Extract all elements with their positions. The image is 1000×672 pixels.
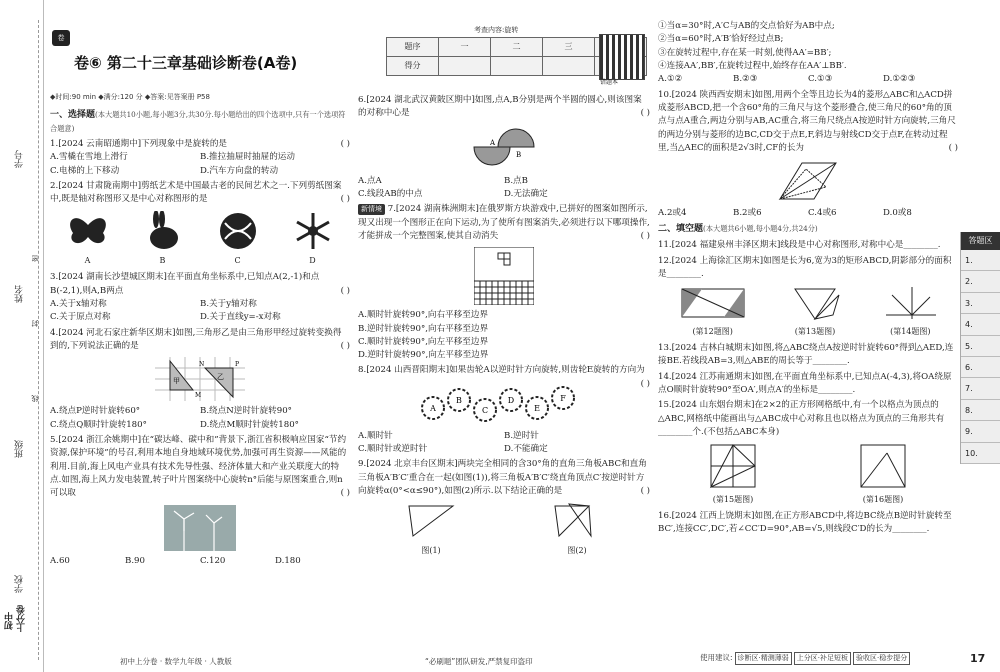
option[interactable]: C.电梯的上下移动 [50, 165, 120, 176]
question-stem: 3.[2024 湖南长沙望城区期末]在平面直角坐标系中,已知点A(2,-1)和点B(-2,1),则A,B两点 [50, 272, 320, 296]
triangle-grid-figure [155, 357, 245, 401]
score-col: 三 [543, 38, 595, 57]
rectangle-fig [678, 285, 748, 321]
column-right [658, 20, 958, 537]
fig-label: P [235, 361, 240, 369]
question-5 [50, 434, 350, 568]
cut-line [38, 20, 39, 660]
question-stem: 6.[2024 湖北武汉黄陂区期中]如图,点A,B分别是两个半圆的圆心,则该图案的对称中心是 [358, 95, 642, 119]
semicircle-figure [358, 125, 650, 171]
brand-line2: 上分卷 [17, 605, 27, 632]
gear-label: E [534, 403, 541, 413]
rhombus-figure [658, 159, 958, 203]
answer-row[interactable]: 6. [961, 357, 1000, 378]
usage-chip: 诊断区·精测薄弱 [735, 652, 792, 665]
fish-icon [215, 211, 261, 251]
figure-label: D [309, 256, 316, 266]
section-title: 一、选择题 [50, 109, 96, 120]
option[interactable]: B.绕点N逆时针旋转90° [200, 406, 292, 417]
question-stem: 4.[2024 河北石家庄新华区期末]如图,三角形乙是由三角形甲经过旋转变换得到的,下列说法正确的是 [50, 327, 342, 351]
option[interactable]: C.绕点Q顺时针旋转180° [50, 419, 147, 430]
seal-mark: 封 [31, 320, 39, 327]
name-label: 姓名 [15, 285, 25, 303]
option[interactable]: D.绕点M顺时针旋转180° [200, 419, 299, 430]
rhombus-icon [776, 159, 840, 203]
gear-label: F [560, 393, 567, 403]
triangle-fig1 [403, 502, 459, 540]
gear-label: C [482, 405, 489, 415]
statement: ③在旋转过程中,存在某一时刻,使得AA′=BB′; [658, 47, 832, 58]
school-label: 学校 [15, 575, 25, 593]
option[interactable]: A.①② [658, 74, 683, 85]
option[interactable]: B.点B [504, 175, 528, 186]
question-stem: 5.[2024 浙江余姚期中]在“碳达峰、碳中和”背景下,浙江省积极响应国家“节约资源,保护环境”的号召,利用本地自身地域环境优势,加强可再生资源——风能的利用.目前,海上风电产业具有技术先导性强、经济体量大和产业关联度大的特点.如图,海上风力发电装置,转子叶片图案绕中心旋转n°后能与原图案重合,则n可以取 [50, 434, 347, 499]
option[interactable]: C.①③ [808, 74, 833, 85]
score-cell[interactable] [543, 57, 595, 76]
answer-paren[interactable]: ( ) [340, 341, 350, 351]
answer-row[interactable]: 1. [961, 250, 1000, 271]
question-8 [358, 364, 650, 456]
column-middle [358, 92, 650, 561]
answer-row[interactable]: 8. [961, 400, 1000, 421]
option[interactable]: C.4或6 [808, 208, 837, 219]
answer-row[interactable]: 5. [961, 336, 1000, 357]
fig-label: N [199, 361, 205, 369]
option[interactable]: B.②③ [733, 74, 758, 85]
question-14: 14.[2024 江苏南通期末]如图,在平面直角坐标系中,已知点A(-4,3),将OA绕原点O顺时针旋转90°至OA′,则点A′的坐标是________. [658, 371, 952, 396]
butterfly-icon [65, 211, 111, 251]
seal-mark: 线 [31, 395, 39, 402]
gears-figure [358, 382, 641, 426]
answer-paren[interactable]: ( ) [340, 139, 350, 150]
question-13: 13.[2024 吉林白城期末]如图,将△ABC绕点A按逆时针旋转60°得到△AED,连接BE.若线段AB=3,则△ABE的周长等于________. [658, 343, 954, 367]
new-context-tag: 新情境 [358, 204, 385, 215]
q4-figure [50, 357, 350, 401]
option[interactable]: D.汽车方向盘的转动 [200, 165, 279, 176]
snowflake-icon [290, 211, 336, 251]
question-12: 12.[2024 上海徐汇区期末]如图是长为6,宽为3的矩形ABCD,阴影部分的面积是________. [658, 255, 952, 279]
option[interactable]: A.60 [50, 555, 70, 566]
answer-paren[interactable]: ( ) [640, 230, 650, 241]
page-title: 卷⑥ 第二十三章基础诊断卷(A卷) [74, 54, 298, 72]
option[interactable]: D.0或8 [883, 208, 912, 219]
option[interactable]: A.雪橇在雪地上滑行 [50, 152, 128, 163]
fill-figures-row1 [658, 285, 958, 338]
badge: 卷 [52, 30, 70, 46]
score-cell[interactable] [439, 57, 491, 76]
section-title: 二、填空题 [658, 224, 704, 235]
answer-paren[interactable]: ( ) [340, 488, 350, 499]
usage-hint [700, 652, 910, 665]
option[interactable]: A.点A [358, 175, 382, 186]
score-cell[interactable] [491, 57, 543, 76]
rotated-triangle-fig [787, 285, 843, 321]
figure-caption: (第12题图) [692, 326, 733, 336]
figure-caption: (第15题图) [712, 494, 754, 504]
option[interactable]: C.顺时针或逆时针 [358, 444, 428, 455]
tetris-figure [358, 247, 650, 305]
figure-caption: 图(2) [567, 545, 587, 555]
option[interactable]: D.逆时针旋转90°,向左平移至边界 [358, 350, 489, 361]
wind-turbine-icon [164, 505, 236, 551]
question-15: 15.[2024 山东烟台期末]在2×2的正方形网格纸中,有一个以格点为顶点的△ABC,网格纸中能画出与△ABC成中心对称且也以格点为顶点的三角形共有________个.(不包括△ABC本身) [658, 400, 945, 437]
score-col: 题序 [387, 38, 439, 57]
option[interactable]: C.120 [200, 555, 226, 566]
answer-paren[interactable]: ( ) [640, 108, 650, 119]
exam-header [44, 22, 650, 86]
student-id-label: 学号 [15, 150, 25, 168]
binding-strip [0, 0, 44, 672]
footer-left: 初中上分卷 · 数学九年级 · 人教版 [120, 657, 232, 666]
option[interactable]: B.关于y轴对称 [200, 299, 257, 310]
statement: ④连接AA′,BB′,在旋转过程中,始终存在AA′⊥BB′. [658, 60, 847, 71]
tetris-grid-icon [474, 247, 534, 305]
question-6 [358, 94, 650, 201]
qr-label: 错题本 [600, 79, 619, 86]
fig-label: 甲 [173, 377, 180, 386]
option[interactable]: C.关于原点对称 [50, 312, 111, 323]
question-10 [658, 89, 958, 221]
usage-chip: 上分区·补足短板 [794, 652, 851, 665]
option[interactable]: A.绕点P逆时针旋转60° [50, 406, 141, 417]
question-9 [358, 458, 650, 557]
option[interactable]: D.不能确定 [504, 444, 548, 455]
option[interactable]: D.180 [275, 555, 301, 566]
option[interactable]: B.逆时针 [504, 430, 539, 441]
footer-mid: “必刷题”团队研发,严禁复印盗印 [425, 657, 533, 666]
option[interactable]: B.推拉抽屉时抽屉的运动 [200, 152, 295, 163]
section-note: (本大题共10小题,每小题3分,共30分.每小题给出的四个选项中,只有一个选项符合题意) [50, 109, 346, 133]
option[interactable]: C.线段AB的中点 [358, 188, 423, 199]
answer-paren[interactable]: ( ) [640, 486, 650, 496]
answer-row[interactable]: 9. [961, 421, 1000, 442]
question-stem: 2.[2024 甘肃陇南期中]剪纸艺术是中国最古老的民间艺术之一.下列剪纸图案中,既是轴对称图形又是中心对称图形的是 [50, 181, 342, 205]
q9-figures [358, 502, 650, 557]
wind-turbine-photo [50, 505, 350, 551]
papercut-figures [50, 211, 350, 268]
usage-chip: 验收区·稳步提分 [853, 652, 910, 665]
usage-label: 使用建议: [700, 653, 733, 662]
option[interactable]: D.①②③ [883, 74, 916, 85]
exam-scope: 考查内容:旋转 [474, 26, 519, 34]
answer-row[interactable]: 4. [961, 314, 1000, 335]
gear-label: D [508, 395, 515, 405]
option[interactable]: C.顺时针旋转90°,向左平移至边界 [358, 336, 489, 347]
answer-row[interactable]: 7. [961, 378, 1000, 399]
answer-row[interactable]: 3. [961, 293, 1000, 314]
option[interactable]: B.逆时针旋转90°,向右平移至边界 [358, 323, 489, 334]
question-stem: 9.[2024 北京丰台区期末]两块完全相同的含30°角的直角三角板ABC和直角三角板A′B′C′重合在一起(如图(1)),将三角板A′B′C′绕直角顶点C′按逆时针方向旋转α(0°<α≤90°),如图(2)所示.以下结论正确的是 [358, 459, 647, 496]
rabbit-icon [140, 211, 186, 251]
brand-line1: 初中 [5, 612, 15, 630]
question-2 [50, 180, 350, 267]
gears-icon [419, 382, 579, 426]
answer-area-title: 答题区 [961, 232, 1000, 250]
figure-caption: 图(1) [421, 545, 441, 555]
answer-area [960, 232, 1000, 464]
fig-label: M [195, 392, 202, 400]
triangle-fig2 [549, 502, 605, 540]
option[interactable]: D.关于直线y=-x对称 [200, 312, 281, 323]
figure-caption: (第16题图) [862, 494, 904, 504]
answer-paren[interactable]: ( ) [948, 142, 958, 153]
figure-label: A [84, 256, 91, 266]
option[interactable]: A.顺时针 [358, 430, 393, 441]
figure-label: C [234, 256, 241, 266]
seal-mark: 密 [31, 255, 39, 262]
answer-row[interactable]: 2. [961, 271, 1000, 292]
figure-label: B [159, 256, 166, 266]
question-3 [50, 271, 350, 324]
question-16: 16.[2024 江西上饶期末]如图,在正方形ABCD中,将边BC绕点B逆时针旋转至BC′,连接CC′,DC′,若∠CC′D=90°,AB=√5,则线段C′D的长为________. [658, 511, 952, 535]
semicircles-icon [464, 125, 544, 171]
question-1 [50, 138, 350, 178]
question-7 [358, 203, 650, 362]
class-label: 班级 [15, 440, 25, 458]
statement: ②当α=60°时,A′B′恰好经过点B; [658, 34, 784, 45]
question-4 [50, 327, 350, 432]
question-stem: 10.[2024 陕西西安期末]如图,用两个全等且边长为4的菱形△ABC和△ACD拼成菱形ABCD,把一个含60°角的三角尺与这个菱形叠合,使三角尺的60°角的顶点与点A重合,两边分别与AB,AC重合,将三角尺绕点A按逆时针方向旋转,三角尺的两边分别与菱形的边BC,CD交于点E,F,斜边与射线CD交于点F,在转动过程里,当△AEC的面积是2√3时,CF的长为 [658, 89, 956, 153]
column-left [50, 92, 350, 568]
score-col: 一 [439, 38, 491, 57]
gear-label: A [430, 403, 437, 413]
question-stem: 8.[2024 山西晋阳期末]如果齿轮A以逆时针方向旋转,则齿轮E旋转的方向为 [358, 365, 645, 376]
gear-label: B [456, 395, 463, 405]
option[interactable]: A.2或4 [658, 208, 687, 219]
square-fig [857, 443, 909, 489]
fill-figures-row2 [658, 443, 958, 506]
question-stem: 1.[2024 云南昭通期中]下列现象中是旋转的是 [50, 139, 228, 150]
answer-paren[interactable]: ( ) [340, 285, 350, 296]
section-note: (本大题共6小题,每小题4分,共24分) [703, 224, 818, 234]
score-row-label: 得分 [387, 57, 439, 76]
figure-caption: (第14题图) [890, 326, 931, 336]
answer-row[interactable]: 10. [961, 443, 1000, 464]
coordinate-fig [882, 285, 938, 321]
figure-caption: (第13题图) [794, 326, 836, 336]
exam-meta: ◆时间:90 min ◆满分:120 分 ◆答案:见答案册 P58 [50, 93, 210, 101]
question-11: 11.[2024 福建泉州丰泽区期末]线段是中心对称图形,对称中心是________. [658, 240, 941, 251]
option[interactable]: B.90 [125, 555, 145, 566]
fig-label: 乙 [217, 373, 224, 382]
statement: ①当α=30°时,A′C与AB的交点恰好为AB中点; [658, 21, 835, 31]
fig-label: B [516, 150, 522, 159]
option[interactable]: A.关于x轴对称 [50, 299, 107, 310]
page-number: 17 [970, 652, 986, 665]
qr-code[interactable] [599, 34, 645, 80]
answer-paren[interactable]: ( ) [640, 378, 650, 389]
option[interactable]: A.顺时针旋转90°,向右平移至边界 [358, 310, 489, 321]
option[interactable]: D.无法确定 [504, 188, 548, 199]
answer-paren[interactable]: ( ) [340, 194, 350, 205]
grid-fig [707, 443, 759, 489]
fig-label: A [490, 138, 496, 147]
question-stem: 7.[2024 湖南株洲期末]在俄罗斯方块游戏中,已拼好的图案如图所示,现又出现一个图形正在向下运动,为了使所有图案消失,必须进行以下哪项操作,才能拼成一个完整图案,使其自动消失 [358, 204, 650, 241]
option[interactable]: B.2或6 [733, 208, 762, 219]
score-col: 二 [491, 38, 543, 57]
